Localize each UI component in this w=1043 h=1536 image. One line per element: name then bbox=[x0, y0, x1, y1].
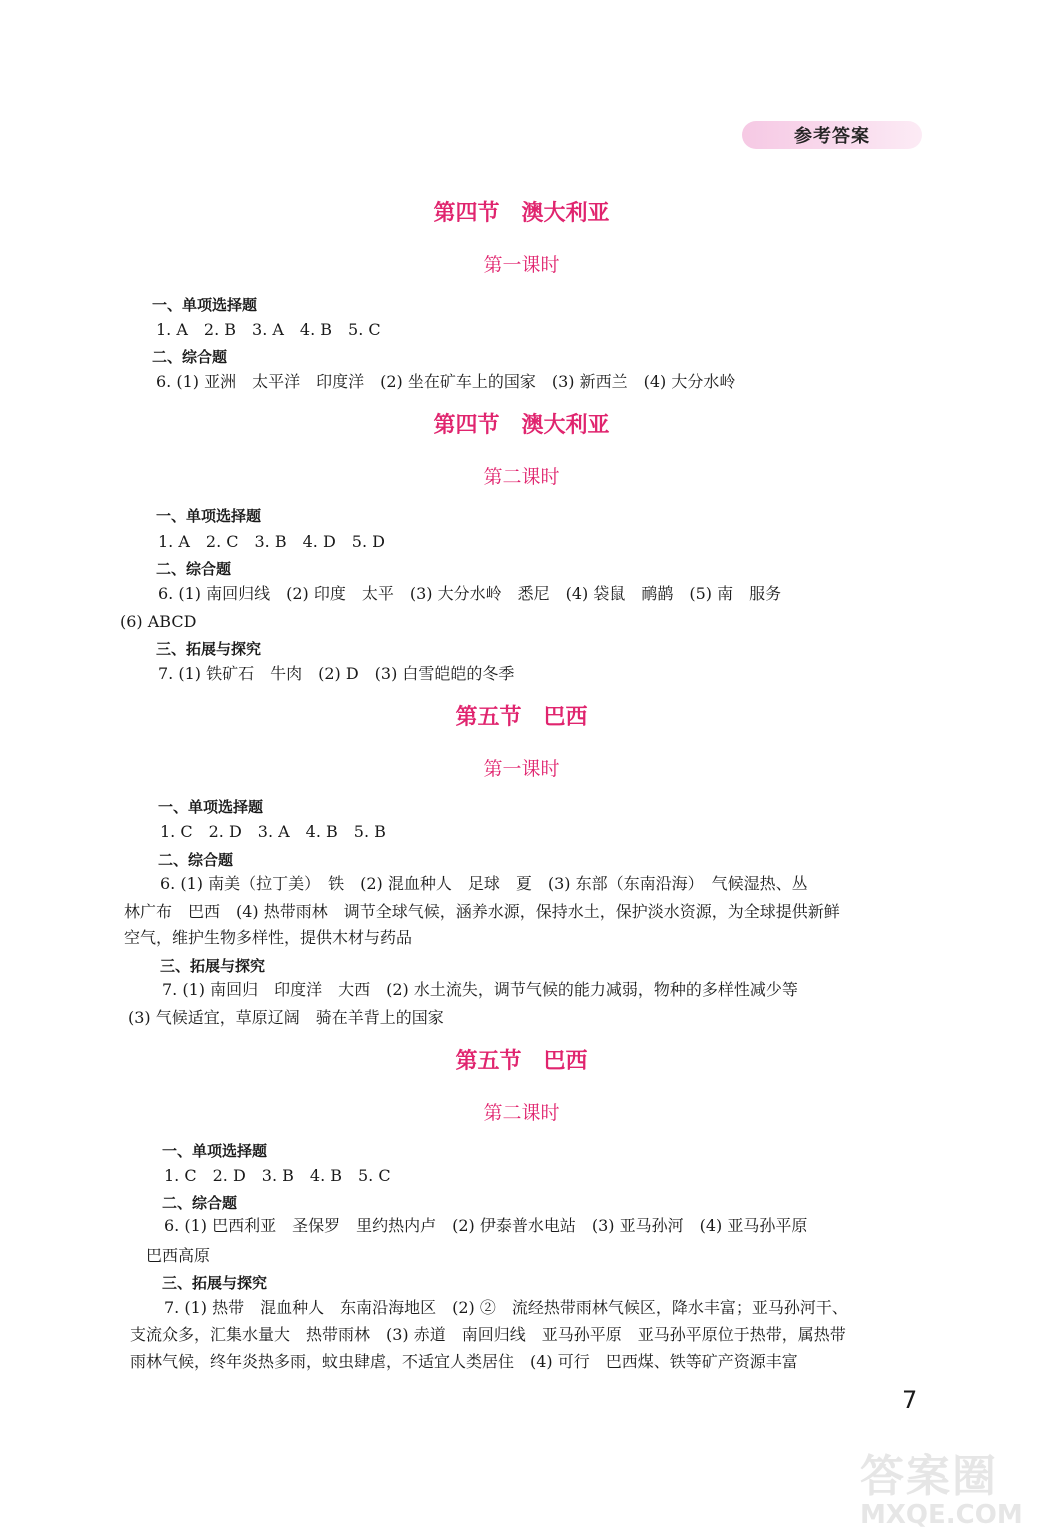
answer-line: 1. A 2. B 3. A 4. B 5. C bbox=[156, 320, 381, 339]
question-heading: 二、综合题 bbox=[152, 348, 228, 366]
answer-line: 7. (1) 铁矿石 牛肉 (2) D (3) 白雪皑皑的冬季 bbox=[158, 664, 515, 683]
answer-line: 巴西高原 bbox=[146, 1246, 211, 1265]
answer-line: 6. (1) 南回归线 (2) 印度 太平 (3) 大分水岭 悉尼 (4) 袋鼠 鸸鹋 (5) 南 服务 bbox=[158, 584, 782, 603]
watermark-text: 答案圈 bbox=[860, 1451, 998, 1502]
answer-line: 1. C 2. D 3. B 4. B 5. C bbox=[164, 1166, 391, 1185]
lesson-title: 第二课时 bbox=[483, 1102, 560, 1124]
answer-line: 7. (1) 南回归 印度洋 大西 (2) 水土流失，调节气候的能力减弱，物种的多样性减少等 bbox=[162, 980, 798, 999]
answer-line: 空气，维护生物多样性，提供木材与药品 bbox=[124, 928, 413, 947]
question-heading: 三、拓展与探究 bbox=[160, 957, 266, 975]
question-heading: 一、单项选择题 bbox=[158, 798, 264, 816]
answer-line: 7. (1) 热带 混血种人 东南沿海地区 (2) ② 流经热带雨林气候区，降水丰富；亚马孙河干、 bbox=[164, 1298, 848, 1317]
lesson-title: 第一课时 bbox=[483, 254, 560, 276]
answer-key-tab: 参考答案 bbox=[742, 121, 922, 149]
question-heading: 一、单项选择题 bbox=[152, 296, 258, 314]
question-heading: 二、综合题 bbox=[158, 851, 234, 869]
section-title: 第四节 澳大利亚 bbox=[433, 201, 610, 226]
answer-line: 6. (1) 巴西利亚 圣保罗 里约热内卢 (2) 伊泰普水电站 (3) 亚马孙河 (4) 亚马孙平原 bbox=[164, 1216, 808, 1235]
page-number: 7 bbox=[902, 1386, 918, 1414]
question-heading: 二、综合题 bbox=[162, 1194, 238, 1212]
answer-line: (3) 气候适宜，草原辽阔 骑在羊背上的国家 bbox=[128, 1008, 444, 1027]
answer-line: 6. (1) 南美（拉丁美） 铁 (2) 混血种人 足球 夏 (3) 东部（东南沿海） 气候湿热、丛 bbox=[160, 874, 808, 893]
question-heading: 一、单项选择题 bbox=[162, 1142, 268, 1160]
watermark-logo bbox=[860, 1440, 1023, 1530]
answer-line: 1. C 2. D 3. A 4. B 5. B bbox=[160, 822, 386, 841]
question-heading: 二、综合题 bbox=[156, 560, 232, 578]
answer-line: (6) ABCD bbox=[120, 612, 197, 631]
lesson-title: 第一课时 bbox=[483, 758, 560, 780]
answer-line: 支流众多，汇集水量大 热带雨林 (3) 赤道 南回归线 亚马孙平原 亚马孙平原位于热带，属热带 bbox=[130, 1325, 846, 1344]
answer-line: 1. A 2. C 3. B 4. D 5. D bbox=[158, 532, 385, 551]
lesson-title: 第二课时 bbox=[483, 466, 560, 488]
section-title: 第五节 巴西 bbox=[455, 705, 588, 730]
answer-line: 6. (1) 亚洲 太平洋 印度洋 (2) 坐在矿车上的国家 (3) 新西兰 (4) 大分水岭 bbox=[156, 372, 736, 391]
question-heading: 一、单项选择题 bbox=[156, 507, 262, 525]
answer-line: 雨林气候，终年炎热多雨，蚊虫肆虐，不适宜人类居住 (4) 可行 巴西煤、铁等矿产资源丰富 bbox=[130, 1352, 798, 1371]
question-heading: 三、拓展与探究 bbox=[162, 1274, 268, 1292]
section-title: 第四节 澳大利亚 bbox=[433, 413, 610, 438]
answer-line: 林广布 巴西 (4) 热带雨林 调节全球气候，涵养水源，保持水土，保护淡水资源，为全球提供新鲜 bbox=[124, 902, 840, 921]
section-title: 第五节 巴西 bbox=[455, 1049, 588, 1074]
question-heading: 三、拓展与探究 bbox=[156, 640, 262, 658]
watermark-url: MXQE.COM bbox=[860, 1500, 1023, 1530]
